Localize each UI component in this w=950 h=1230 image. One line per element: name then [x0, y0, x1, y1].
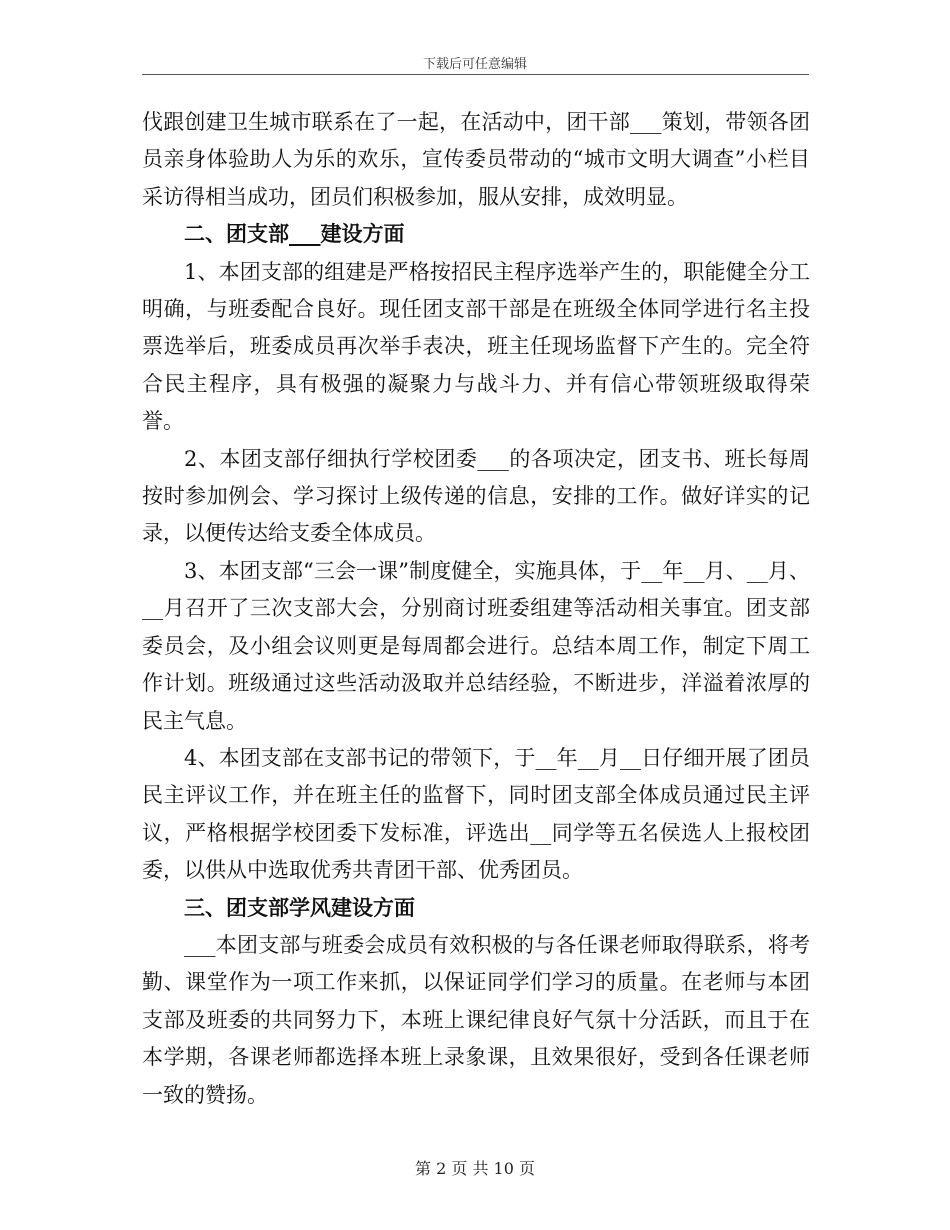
paragraph-item-3: 3、本团支部“三会一课”制度健全，实施具体，于__年__月、__月、__月召开了三次支部大会，分别商讨班委组建等活动相关事宜。团支部委员会，及小组会议则更是每周都会进行。总结本周工作，制定下周工作计划。班级通过这些活动汲取并总结经验，不断进步，洋溢着浓厚的民主气息。	[142, 558, 810, 733]
section-heading-3: 三、团支部学风建设方面	[184, 895, 415, 920]
paragraph-study-style: ___本团支部与班委会成员有效积极的与各任课老师取得联系，将考勤、课堂作为一项工作来抓，以保证同学们学习的质量。在老师与本团支部及班委的共同努力下，本班上课纪律良好气氛十分活跃，而且于在本学期，各课老师都选择本班上录象课，且效果很好，受到各任课老师一致的赞扬。	[142, 932, 810, 1107]
paragraph-item-4: 4、本团支部在支部书记的带领下，于__年__月__日仔细开展了团员民主评议工作，并在班主任的监督下，同时团支部全体成员通过民主评议，严格根据学校团委下发标准，评选出__同学等五名侯选人上报校团委，以供从中选取优秀共青团干部、优秀团员。	[142, 745, 810, 883]
header-divider	[142, 74, 809, 75]
page-footer: 第 2 页 共 10 页	[415, 1159, 535, 1178]
paragraph-item-2: 2、本团支部仔细执行学校团委___的各项决定，团支书、班长每周按时参加例会、学习探讨上级传递的信息，安排的工作。做好详实的记录，以便传达给支委全体成员。	[142, 446, 810, 546]
page-header: 下载后可任意编辑	[422, 57, 527, 72]
paragraph-continuation: 伐跟创建卫生城市联系在了一起，在活动中，团干部___策划，带领各团员亲身体验助人为乐的欢乐，宣传委员带动的“城市文明大调查”小栏目采访得相当成功，团员们积极参加，服从安排，成效明显。	[142, 110, 810, 209]
paragraph-item-1: 1、本团支部的组建是严格按招民主程序选举产生的，职能健全分工明确，与班委配合良好。现任团支部干部是在班级全体同学进行名主投票选举后，班委成员再次举手表决，班主任现场监督下产生的。完全符合民主程序，具有极强的凝聚力与战斗力、并有信心带领班级取得荣誉。	[142, 259, 810, 434]
document-body	[142, 104, 810, 1114]
section-heading-2: 二、团支部___建设方面	[184, 222, 405, 247]
